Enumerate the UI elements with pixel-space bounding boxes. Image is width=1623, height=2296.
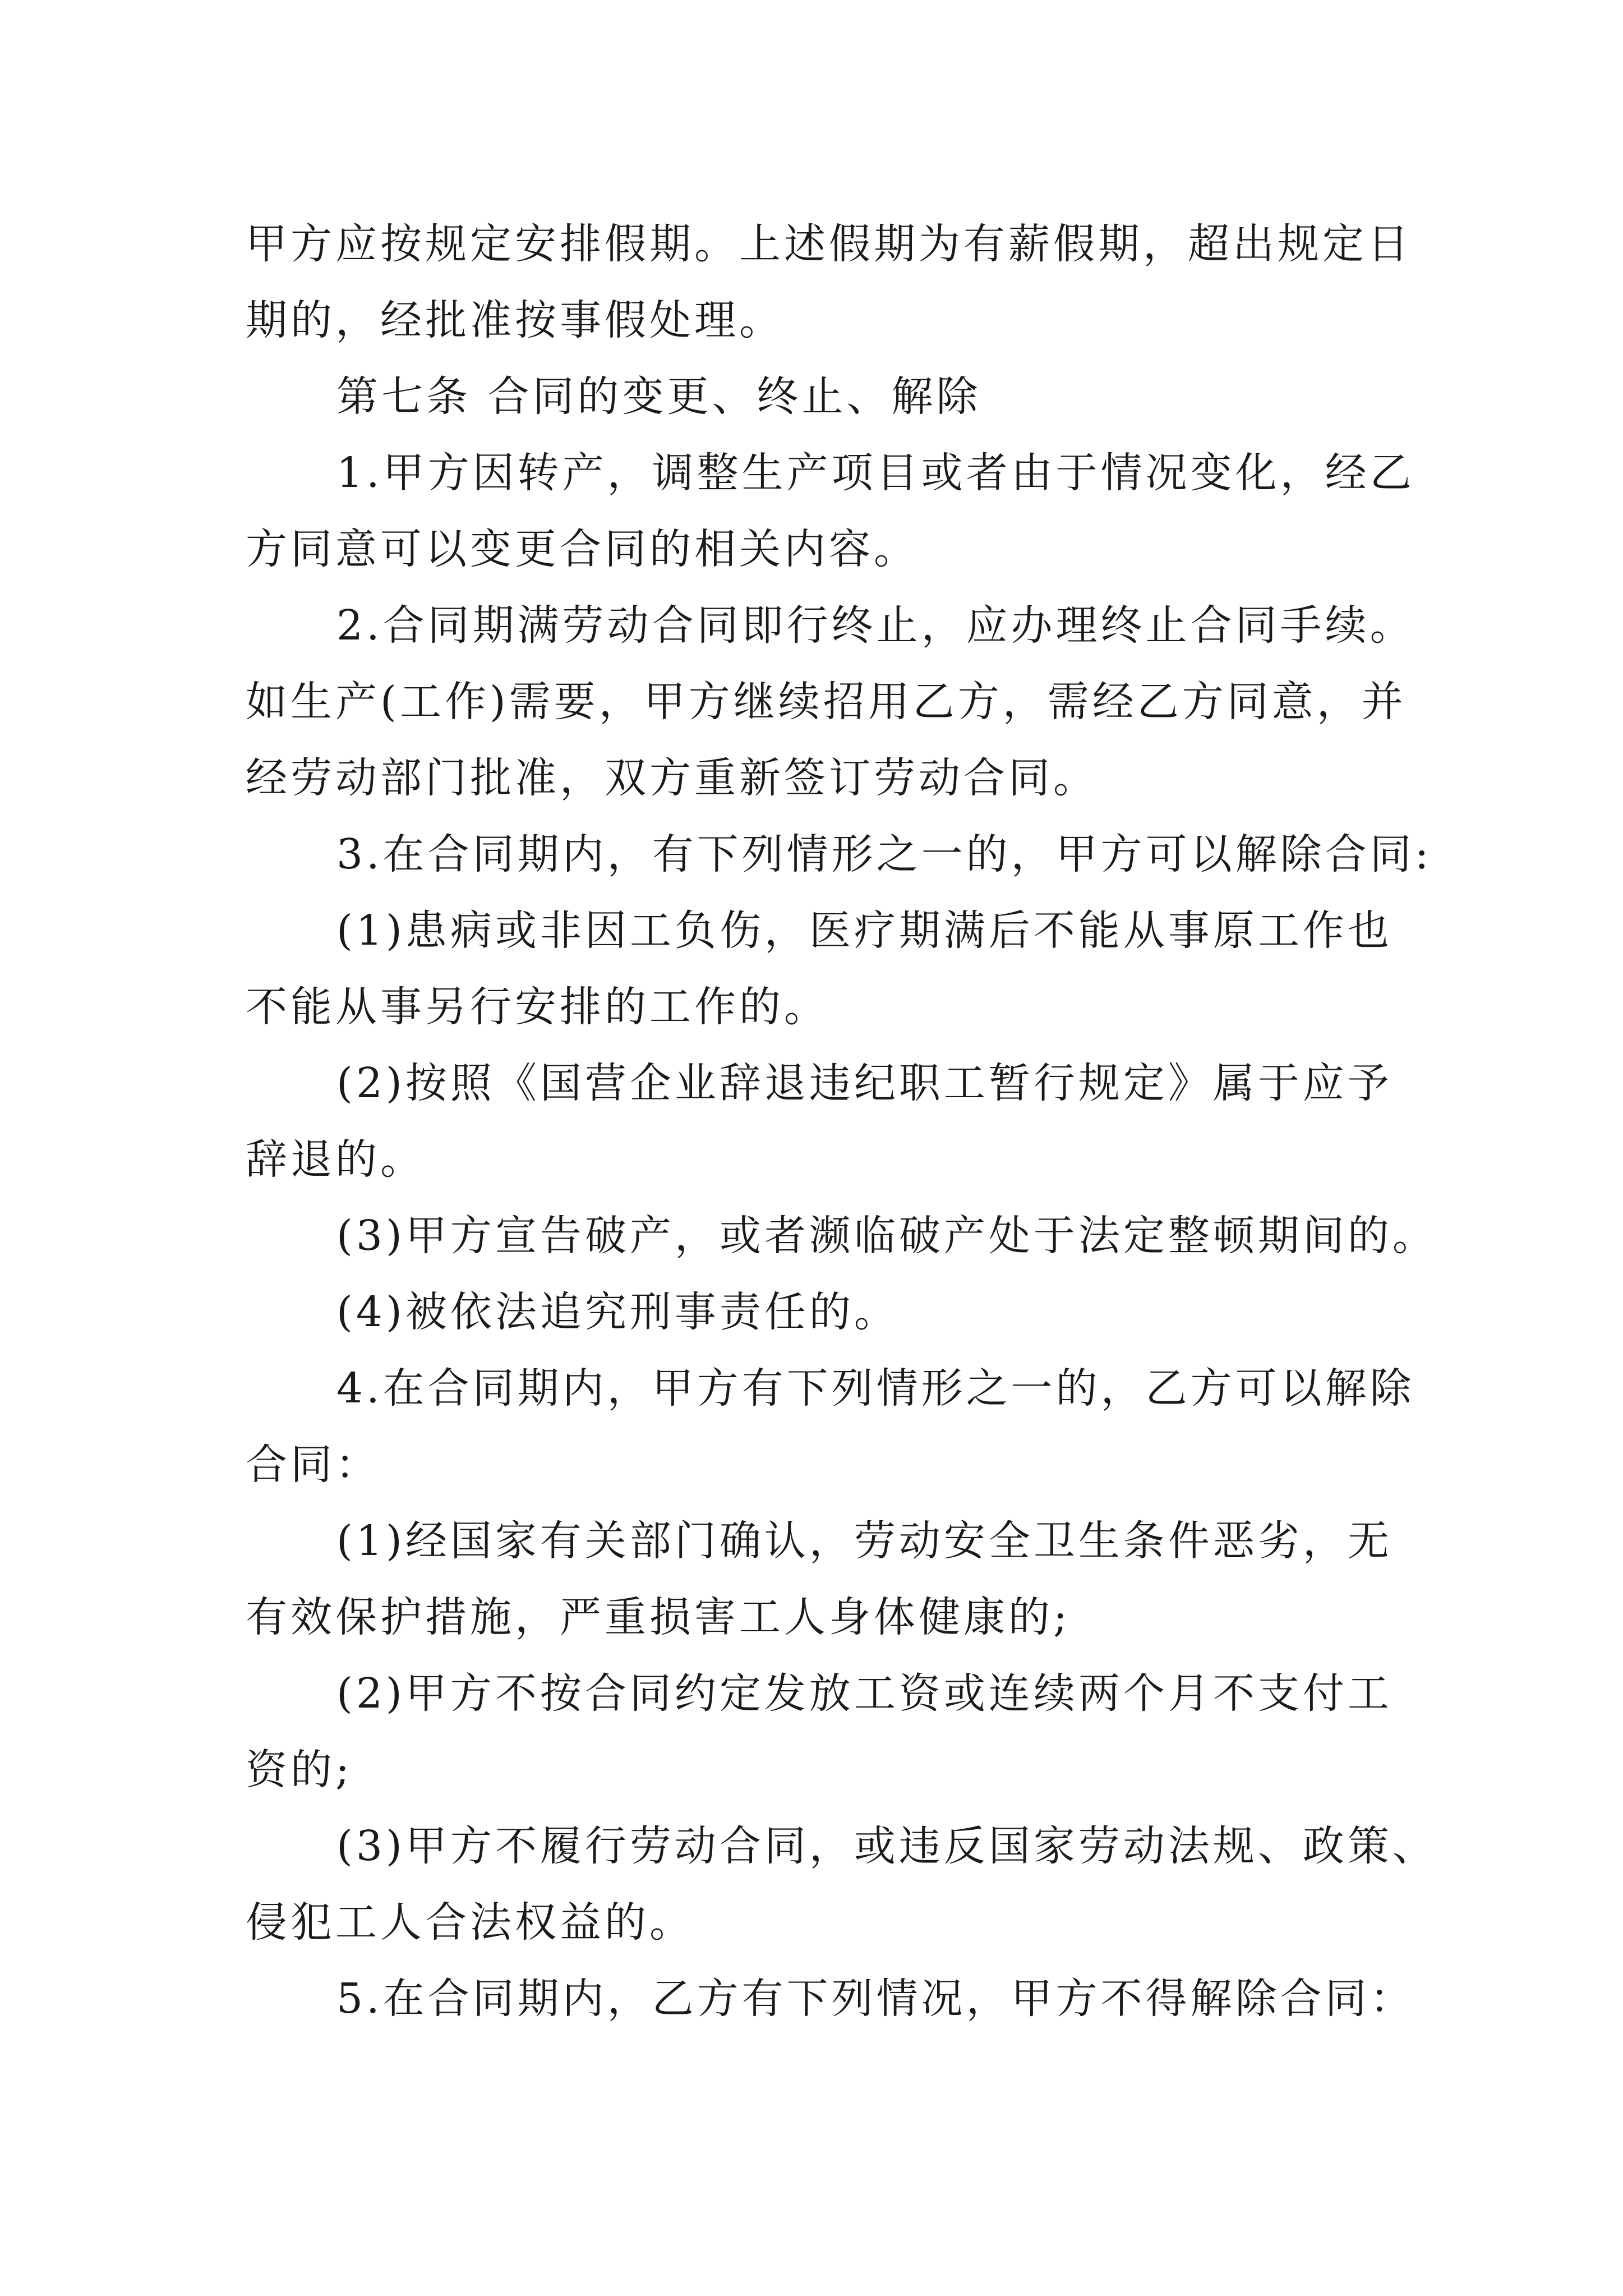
text-line: 经劳动部门批准，双方重新签订劳动合同。 [246, 754, 1098, 802]
text-line: 3.在合同期内，有下列情形之一的，甲方可以解除合同: [336, 830, 1432, 878]
text-line: (2)甲方不按合同约定发放工资或连续两个月不支付工 [336, 1669, 1393, 1718]
text-line: 辞退的。 [246, 1135, 425, 1184]
text-line: 方同意可以变更合同的相关内容。 [246, 525, 919, 573]
section-heading: 第七条 合同的变更、终止、解除 [336, 372, 981, 421]
text-line: (3)甲方宣告破产，或者濒临破产处于法定整顿期间的。 [336, 1212, 1437, 1260]
text-line: 资的; [246, 1746, 353, 1794]
text-line: 不能从事另行安排的工作的。 [246, 983, 829, 1031]
text-line: (1)患病或非因工负伤，医疗期满后不能从事原工作也 [336, 907, 1393, 955]
text-line: 甲方应按规定安排假期。上述假期为有薪假期，超出规定日 [246, 220, 1412, 268]
text-line: (1)经国家有关部门确认，劳动安全卫生条件恶劣，无 [336, 1517, 1393, 1565]
text-line: 有效保护措施，严重损害工人身体健康的; [246, 1593, 1071, 1641]
text-line: 2.合同期满劳动合同即行终止，应办理终止合同手续。 [336, 601, 1415, 650]
text-line: (2)按照《国营企业辞退违纪职工暂行规定》属于应予 [336, 1059, 1393, 1107]
text-line: 5.在合同期内，乙方有下列情况，甲方不得解除合同： [336, 1975, 1415, 2023]
text-line: (4)被依法追究刑事责任的。 [336, 1288, 899, 1336]
text-line: 4.在合同期内，甲方有下列情形之一的，乙方可以解除 [336, 1364, 1415, 1412]
text-line: 侵犯工人合法权益的。 [246, 1898, 694, 1947]
text-line: (3)甲方不履行劳动合同，或违反国家劳动法规、政策、 [336, 1822, 1437, 1870]
text-line: 如生产(工作)需要，甲方继续招用乙方，需经乙方同意，并 [246, 678, 1407, 726]
text-line: 1.甲方因转产，调整生产项目或者由于情况变化，经乙 [336, 449, 1415, 497]
text-line: 期的，经批准按事假处理。 [246, 296, 784, 344]
text-line: 合同： [246, 1441, 380, 1489]
